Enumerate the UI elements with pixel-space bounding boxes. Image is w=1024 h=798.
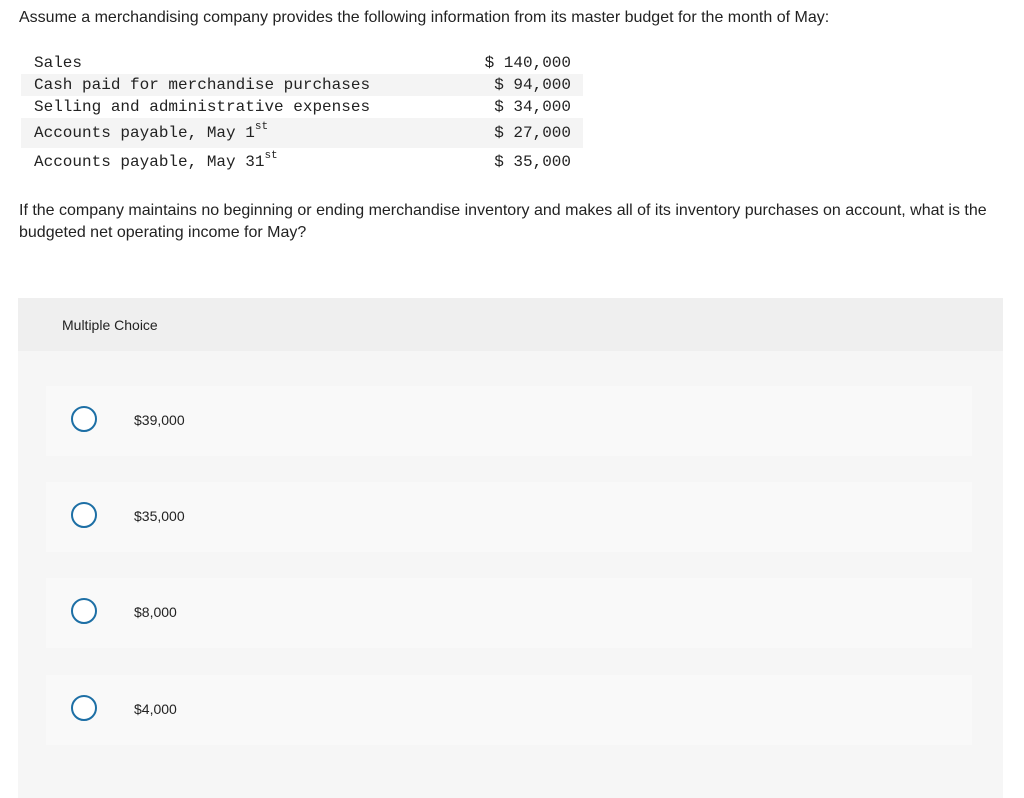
radio-button-icon[interactable] (71, 502, 97, 528)
radio-button-icon[interactable] (71, 695, 97, 721)
budget-label: Accounts payable, May 1st (34, 120, 269, 142)
choice-label: $35,000 (134, 508, 185, 524)
budget-amount: $ 140,000 (484, 53, 571, 72)
budget-row-ap-may-31 (21, 148, 583, 176)
multiple-choice-panel (18, 298, 1003, 798)
budget-label: Cash paid for merchandise purchases (34, 76, 371, 94)
budget-row-sales (21, 51, 583, 74)
choice-option-4[interactable] (46, 675, 972, 745)
choice-option-1[interactable] (46, 386, 972, 456)
budget-label: Sales (34, 53, 83, 72)
radio-button-icon[interactable] (71, 406, 97, 432)
choice-option-2[interactable] (46, 482, 972, 552)
budget-amount: $ 34,000 (494, 98, 571, 116)
budget-label: Selling and administrative expenses (34, 98, 371, 116)
choice-label: $8,000 (134, 604, 177, 620)
choice-label: $39,000 (134, 412, 185, 428)
budget-table (21, 51, 583, 176)
budget-label: Accounts payable, May 31st (34, 149, 278, 171)
budget-row-selling-admin (21, 96, 583, 118)
intro-text: Assume a merchandising company provides the following information from its master budget for the month of May: (19, 9, 830, 26)
budget-row-cash-paid (21, 74, 583, 96)
multiple-choice-title: Multiple Choice (62, 317, 158, 333)
choice-option-3[interactable] (46, 578, 972, 648)
ordinal-suffix: st (264, 149, 278, 162)
question-text: If the company maintains no beginning or ending merchandise inventory and makes all of its inventory purchases on account, what is the budgeted net operating income for May? (19, 202, 987, 241)
multiple-choice-header (18, 298, 1003, 351)
budget-amount: $ 27,000 (494, 124, 571, 142)
choice-label: $4,000 (134, 701, 177, 717)
radio-button-icon[interactable] (71, 598, 97, 624)
ordinal-suffix: st (254, 120, 269, 133)
budget-amount: $ 35,000 (494, 153, 571, 171)
budget-amount: $ 94,000 (494, 76, 571, 94)
budget-row-ap-may-1 (21, 118, 583, 148)
